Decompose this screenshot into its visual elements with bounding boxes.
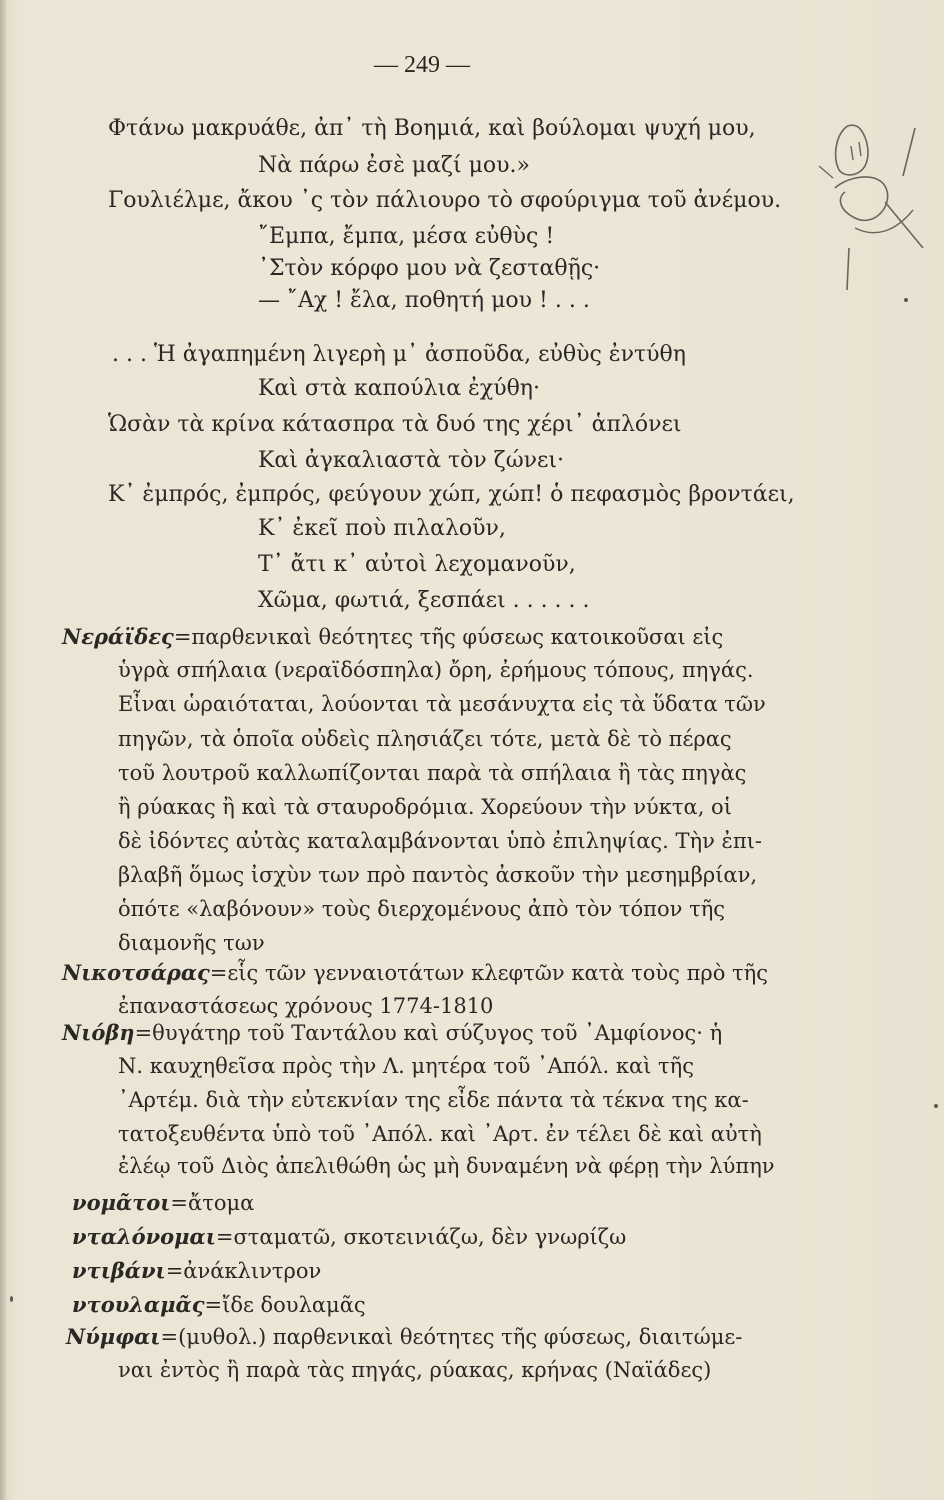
glossary-entry-nikotsaras xyxy=(62,962,768,984)
glossary-line: Εἶναι ὡραιόταται, λούονται τὰ μεσάνυχτα εἰς τὰ ὕδατα τῶν xyxy=(118,692,766,716)
glossary-definition: =(μυθολ.) παρθενικαὶ θεότητες τῆς φύσεως, διαιτώμε- xyxy=(160,1325,743,1349)
glossary-entry-ntivani xyxy=(72,1260,321,1282)
glossary-definition: =ἄτομα xyxy=(170,1191,255,1215)
glossary-term: Νύμφαι xyxy=(66,1324,161,1349)
glossary-entry-ntoulamas xyxy=(72,1294,366,1316)
poem-line: Γουλιέλμε, ἄκου ᾽ς τὸν πάλιουρο τὸ σφούριγμα τοῦ ἀνέμου. xyxy=(108,188,782,213)
glossary-line: τατοξευθέντα ὑπὸ τοῦ ᾽Απόλ. καὶ ᾽Αρτ. ἐν τέλει δὲ καὶ αὐτὴ xyxy=(118,1122,762,1146)
glossary-term: Νικοτσάρας xyxy=(62,960,210,985)
poem-line: Καὶ στὰ καπούλια ἐχύθη· xyxy=(258,376,540,401)
glossary-term: νομᾶτοι xyxy=(72,1190,171,1215)
poem-line: Κ᾽ ἐκεῖ ποὺ πιλαλοῦν, xyxy=(258,516,506,541)
poem-line: Νὰ πάρω ἐσὲ μαζί μου.» xyxy=(258,153,530,178)
glossary-definition: =θυγάτηρ τοῦ Ταντάλου καὶ σύζυγος τοῦ ᾽Αμφίονος· ἡ xyxy=(134,1021,723,1045)
glossary-line: ὑγρὰ σπήλαια (νεραϊδόσπηλα) ὄρη, ἐρήμους τόπους, πηγάς. xyxy=(118,658,754,682)
glossary-line: ἢ ρύακας ἢ καὶ τὰ σταυροδρόμια. Χορεύουν τὴν νύκτα, οἱ xyxy=(118,795,732,819)
glossary-line: δὲ ἰδόντες αὐτὰς καταλαμβάνονται ὑπὸ ἐπιληψίας. Τὴν ἐπι- xyxy=(118,829,762,853)
glossary-definition: =εἷς τῶν γενναιοτάτων κλεφτῶν κατὰ τοὺς πρὸ τῆς xyxy=(209,961,768,985)
glossary-entry-nymfai xyxy=(66,1326,742,1348)
glossary-entry-niobe xyxy=(62,1022,722,1044)
glossary-line: τοῦ λουτροῦ καλλωπίζονται παρὰ τὰ σπήλαια ἢ τὰς πηγὰς xyxy=(118,761,747,785)
glossary-line: Ν. καυχηθεῖσα πρὸς τὴν Λ. μητέρα τοῦ ᾽Απόλ. καὶ τῆς xyxy=(118,1054,695,1078)
glossary-line: ᾽Αρτέμ. διὰ τὴν εὐτεκνίαν της εἶδε πάντα τὰ τέκνα της κα- xyxy=(118,1088,749,1112)
poem-line: — ῎Αχ ! ἔλα, ποθητή μου ! . . . xyxy=(258,288,590,313)
poem-line: Φτάνω μακρυάθε, ἀπ᾽ τὴ Βοημιά, καὶ βούλομαι ψυχή μου, xyxy=(108,116,756,141)
handwritten-margin-note xyxy=(815,108,940,308)
glossary-term: ντουλαμᾶς xyxy=(72,1292,205,1317)
ink-speck xyxy=(904,298,908,302)
glossary-entry-nomatoi xyxy=(72,1192,254,1214)
glossary-line: ἐλέῳ τοῦ Διὸς ἀπελιθώθη ὡς μὴ δυναμένη νὰ φέρῃ τὴν λύπην xyxy=(118,1154,775,1178)
glossary-term: Νεράϊδες xyxy=(62,624,174,649)
binding-edge xyxy=(0,0,6,1500)
glossary-definition: =παρθενικαὶ θεότητες τῆς φύσεως κατοικοῦσαι εἰς xyxy=(173,625,724,649)
poem-line: . . . Ἡ ἀγαπημένη λιγερὴ μ᾽ ἀσποῦδα, εὐθὺς ἐντύθη xyxy=(112,342,686,367)
glossary-definition: =ἀνάκλιντρον xyxy=(165,1259,322,1283)
poem-line: Τ᾽ ἄτι κ᾽ αὐτοὶ λεχομανοῦν, xyxy=(258,552,576,577)
glossary-line: βλαβῆ ὅμως ἰσχὺν των πρὸ παντὸς ἀσκοῦν τὴν μεσημβρίαν, xyxy=(118,863,758,887)
glossary-definition: =σταματῶ, σκοτεινιάζω, δὲν γνωρίζω xyxy=(215,1225,627,1249)
glossary-line: ναι ἐντὸς ἢ παρὰ τὰς πηγάς, ρύακας, κρήνας (Ναϊάδες) xyxy=(118,1358,712,1382)
glossary-line: πηγῶν, τὰ ὁποῖα οὐδεὶς πλησιάζει τότε, μετὰ δὲ τὸ πέρας xyxy=(118,727,732,751)
glossary-line: ὁπότε «λαβόνουν» τοὺς διερχομένους ἀπὸ τὸν τόπον τῆς xyxy=(118,897,726,921)
glossary-entry-ntalonomai xyxy=(72,1226,626,1248)
glossary-term: Νιόβη xyxy=(62,1020,135,1045)
glossary-line: ἐπαναστάσεως χρόνους 1774-1810 xyxy=(118,994,494,1018)
glossary-term: νταλόνομαι xyxy=(72,1224,216,1249)
glossary-term: ντιβάνι xyxy=(72,1258,166,1283)
glossary-line: διαμονῆς των xyxy=(118,931,265,955)
poem-line: ᾽Στὸν κόρφο μου νὰ ζεσταθῇς· xyxy=(258,256,601,281)
page-number: — 249 — xyxy=(374,52,470,78)
ink-speck xyxy=(10,1296,13,1302)
ink-speck xyxy=(934,1104,938,1108)
poem-line: Ὡσὰν τὰ κρίνα κάτασπρα τὰ δυό της χέρι᾽ ἁπλόνει xyxy=(108,412,682,437)
poem-line: Χῶμα, φωτιά, ξεσπάει . . . . . . xyxy=(258,588,590,613)
poem-line: Κ᾽ ἐμπρός, ἐμπρός, φεύγουν χώπ, χώπ! ὁ πεφασμὸς βροντάει, xyxy=(108,482,795,507)
poem-line: Καὶ ἀγκαλιαστὰ τὸν ζώνει· xyxy=(258,448,565,473)
poem-line: ῎Εμπα, ἔμπα, μέσα εὐθὺς ! xyxy=(258,224,555,249)
glossary-entry-neraides xyxy=(62,626,723,648)
glossary-definition: =ἴδε δουλαμᾶς xyxy=(204,1293,366,1317)
